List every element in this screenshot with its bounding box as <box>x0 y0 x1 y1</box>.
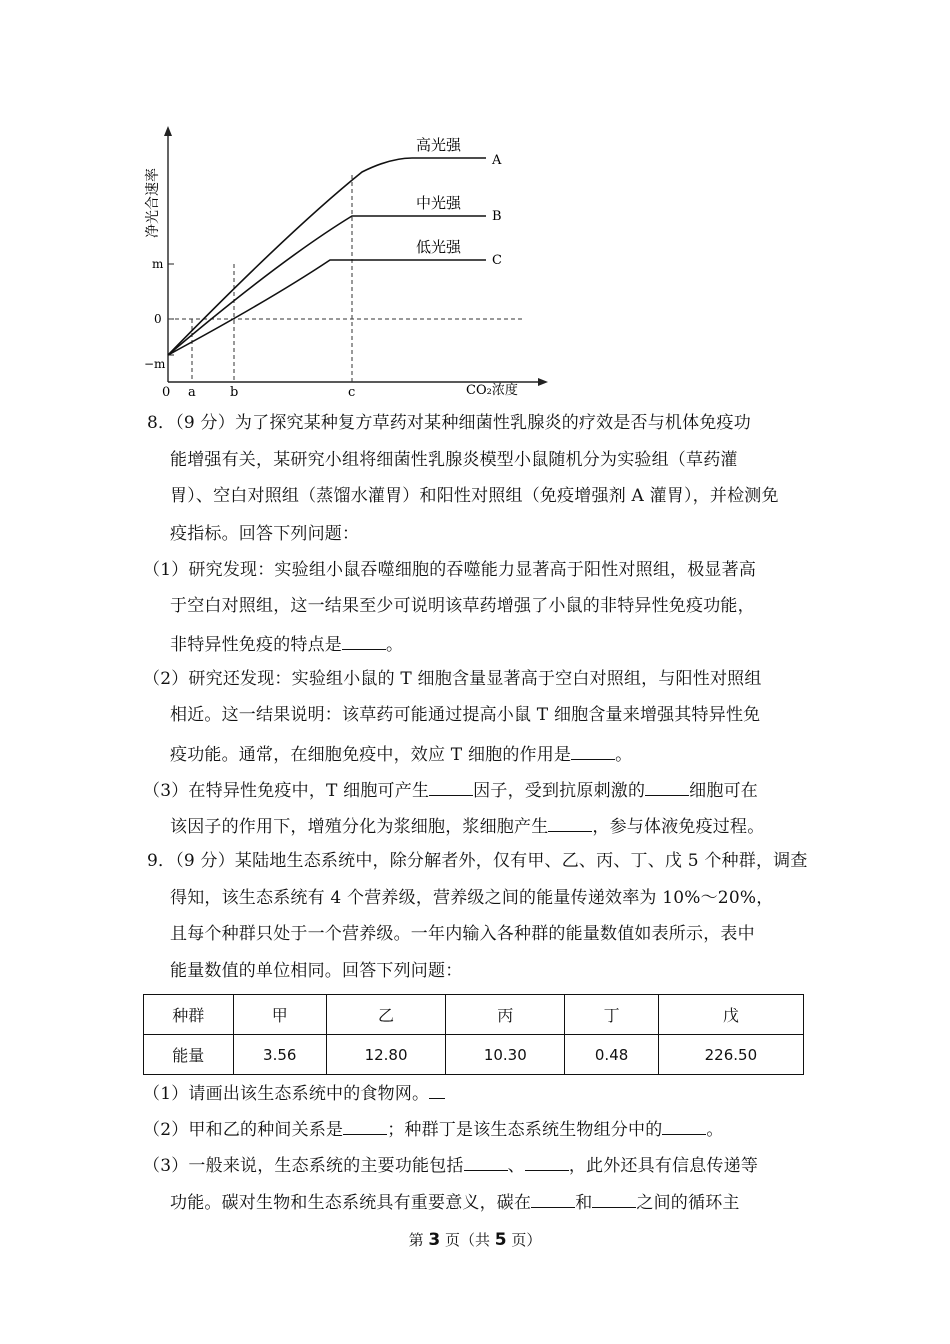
curve-c-name: 低光强 <box>416 238 462 256</box>
q8-part1-line-3 <box>170 631 403 657</box>
q9-part3-text-b: 、 <box>507 1156 525 1176</box>
answer-blank[interactable] <box>429 1080 445 1099</box>
y-tick-label-0: 0 <box>154 312 162 326</box>
answer-blank[interactable] <box>571 741 615 760</box>
table-cell: 10.30 <box>446 1035 565 1075</box>
q9-part3-line-1 <box>143 1152 758 1178</box>
q9-part2-text-b: ；种群丁是该生态系统生物组分中的 <box>387 1120 663 1140</box>
footer-total-pages: 5 <box>494 1230 507 1250</box>
x-tick-label-0: 0 <box>162 385 171 400</box>
q8-part3-line-1 <box>143 777 758 803</box>
q9-part3-text-f: 之间的循环主 <box>636 1193 740 1213</box>
footer-pre: 第 <box>408 1231 429 1249</box>
table-row <box>144 995 804 1035</box>
answer-blank[interactable] <box>342 631 386 650</box>
table-cell: 丁 <box>565 995 658 1035</box>
q8-part2-text: 疫功能。通常，在细胞免疫中，效应 T 细胞的作用是 <box>170 745 572 765</box>
q8-part3-text-c: 细胞可在 <box>689 781 758 801</box>
page-footer <box>0 1229 950 1250</box>
y-axis-arrow <box>164 126 172 136</box>
table-cell: 丙 <box>446 995 565 1035</box>
q8-part1-line-2: 于空白对照组，这一结果至少可说明该草药增强了小鼠的非特异性免疫功能， <box>170 596 755 616</box>
q9-part2 <box>143 1116 724 1142</box>
q9-part3-text-d: 功能。碳对生物和生态系统具有重要意义，碳在 <box>170 1193 532 1213</box>
table-cell: 种群 <box>144 995 234 1035</box>
x-tick-label-c: c <box>348 385 356 400</box>
curve-c-letter: C <box>492 253 502 268</box>
answer-blank[interactable] <box>343 1116 387 1135</box>
y-tick-label-neg-m: −m <box>144 357 166 371</box>
answer-blank[interactable] <box>531 1189 575 1208</box>
q8-line-4: 疫指标。回答下列问题： <box>170 524 360 544</box>
footer-post: 页） <box>506 1231 542 1249</box>
curve-b-letter: B <box>492 209 502 224</box>
x-tick-label-b: b <box>230 385 239 400</box>
table-cell: 甲 <box>233 995 326 1035</box>
q8-part3-text-e: ，参与体液免疫过程。 <box>592 817 765 837</box>
q8-part3-text-a: （3）在特异性免疫中，T 细胞可产生 <box>143 781 430 801</box>
q8-part2-line-1: （2）研究还发现：实验组小鼠的 T 细胞含量显著高于空白对照组，与阳性对照组 <box>143 669 762 689</box>
q9-part1 <box>143 1080 445 1106</box>
answer-blank[interactable] <box>662 1116 706 1135</box>
q8-part2-end: 。 <box>615 745 633 765</box>
y-axis-label: 净光合速率 <box>145 168 161 238</box>
curve-a-high-light <box>168 158 486 355</box>
q8-part3-text-d: 该因子的作用下，增殖分化为浆细胞，浆细胞产生 <box>170 817 549 837</box>
curve-b-mid-light <box>168 216 486 355</box>
q8-part3-text-b: 因子，受到抗原刺激的 <box>473 781 646 801</box>
x-tick-label-a: a <box>188 385 196 400</box>
q9-part2-text-c: 。 <box>706 1120 724 1140</box>
answer-blank[interactable] <box>548 813 592 832</box>
table-cell: 戊 <box>658 995 803 1035</box>
answer-blank[interactable] <box>525 1152 569 1171</box>
q8-part2-line-3 <box>170 741 632 767</box>
q9-part3-text-e: 和 <box>575 1193 593 1213</box>
q9-line-2: 得知，该生态系统有 4 个营养级，营养级之间的能量传递效率为 10%～20%， <box>170 888 774 908</box>
q9-line-3: 且每个种群只处于一个营养级。一年内输入各种群的能量数值如表所示，表中 <box>170 924 755 944</box>
table-cell: 226.50 <box>658 1035 803 1075</box>
q8-part1-text: 非特异性免疫的特点是 <box>170 635 342 655</box>
footer-page-number: 3 <box>428 1230 441 1250</box>
y-tick-label-m: m <box>152 257 164 271</box>
q8-part3-line-2 <box>170 813 764 839</box>
photosynthesis-figure <box>130 120 550 400</box>
answer-blank[interactable] <box>592 1189 636 1208</box>
q8-line-3: 胃）、空白对照组（蒸馏水灌胃）和阳性对照组（免疫增强剂 A 灌胃），并检测免 <box>170 486 779 506</box>
q8-part2-line-2: 相近。这一结果说明：该草药可能通过提高小鼠 T 细胞含量来增强其特异性免 <box>170 705 761 725</box>
q9-part2-text-a: （2）甲和乙的种间关系是 <box>143 1120 344 1140</box>
q9-part3-text-c: ，此外还具有信息传递等 <box>568 1156 759 1176</box>
q8-part1-line-1: （1）研究发现：实验组小鼠吞噬细胞的吞噬能力显著高于阳性对照组，极显著高 <box>143 560 757 580</box>
table-cell: 能量 <box>144 1035 234 1075</box>
q9-line-4: 能量数值的单位相同。回答下列问题： <box>170 961 463 981</box>
answer-blank[interactable] <box>429 777 473 796</box>
q8-line-2: 能增强有关，某研究小组将细菌性乳腺炎模型小鼠随机分为实验组（草药灌 <box>170 450 738 470</box>
x-axis-label: CO₂浓度 <box>466 383 518 398</box>
table-cell: 3.56 <box>233 1035 326 1075</box>
x-axis-arrow <box>538 378 548 386</box>
table-row <box>144 1035 804 1075</box>
table-cell: 12.80 <box>326 1035 445 1075</box>
curve-b-name: 中光强 <box>416 194 462 212</box>
table-cell: 乙 <box>326 995 445 1035</box>
q8-line-1: 8．（9 分）为了探究某种复方草药对某种细菌性乳腺炎的疗效是否与机体免疫功 <box>147 413 751 433</box>
curve-a-name: 高光强 <box>416 136 462 154</box>
footer-mid: 页（共 <box>440 1231 495 1249</box>
q9-part3-text-a: （3）一般来说，生态系统的主要功能包括 <box>143 1156 464 1176</box>
q9-part3-line-2 <box>170 1189 740 1215</box>
q9-part1-text: （1）请画出该生态系统中的食物网。 <box>143 1084 430 1104</box>
answer-blank[interactable] <box>464 1152 508 1171</box>
energy-table <box>143 994 804 1075</box>
table-cell: 0.48 <box>565 1035 658 1075</box>
q9-line-1: 9．（9 分）某陆地生态系统中，除分解者外，仅有甲、乙、丙、丁、戊 5 个种群，调查 <box>147 851 808 871</box>
curve-a-letter: A <box>492 153 502 168</box>
q8-part1-end: 。 <box>386 635 404 655</box>
answer-blank[interactable] <box>645 777 689 796</box>
